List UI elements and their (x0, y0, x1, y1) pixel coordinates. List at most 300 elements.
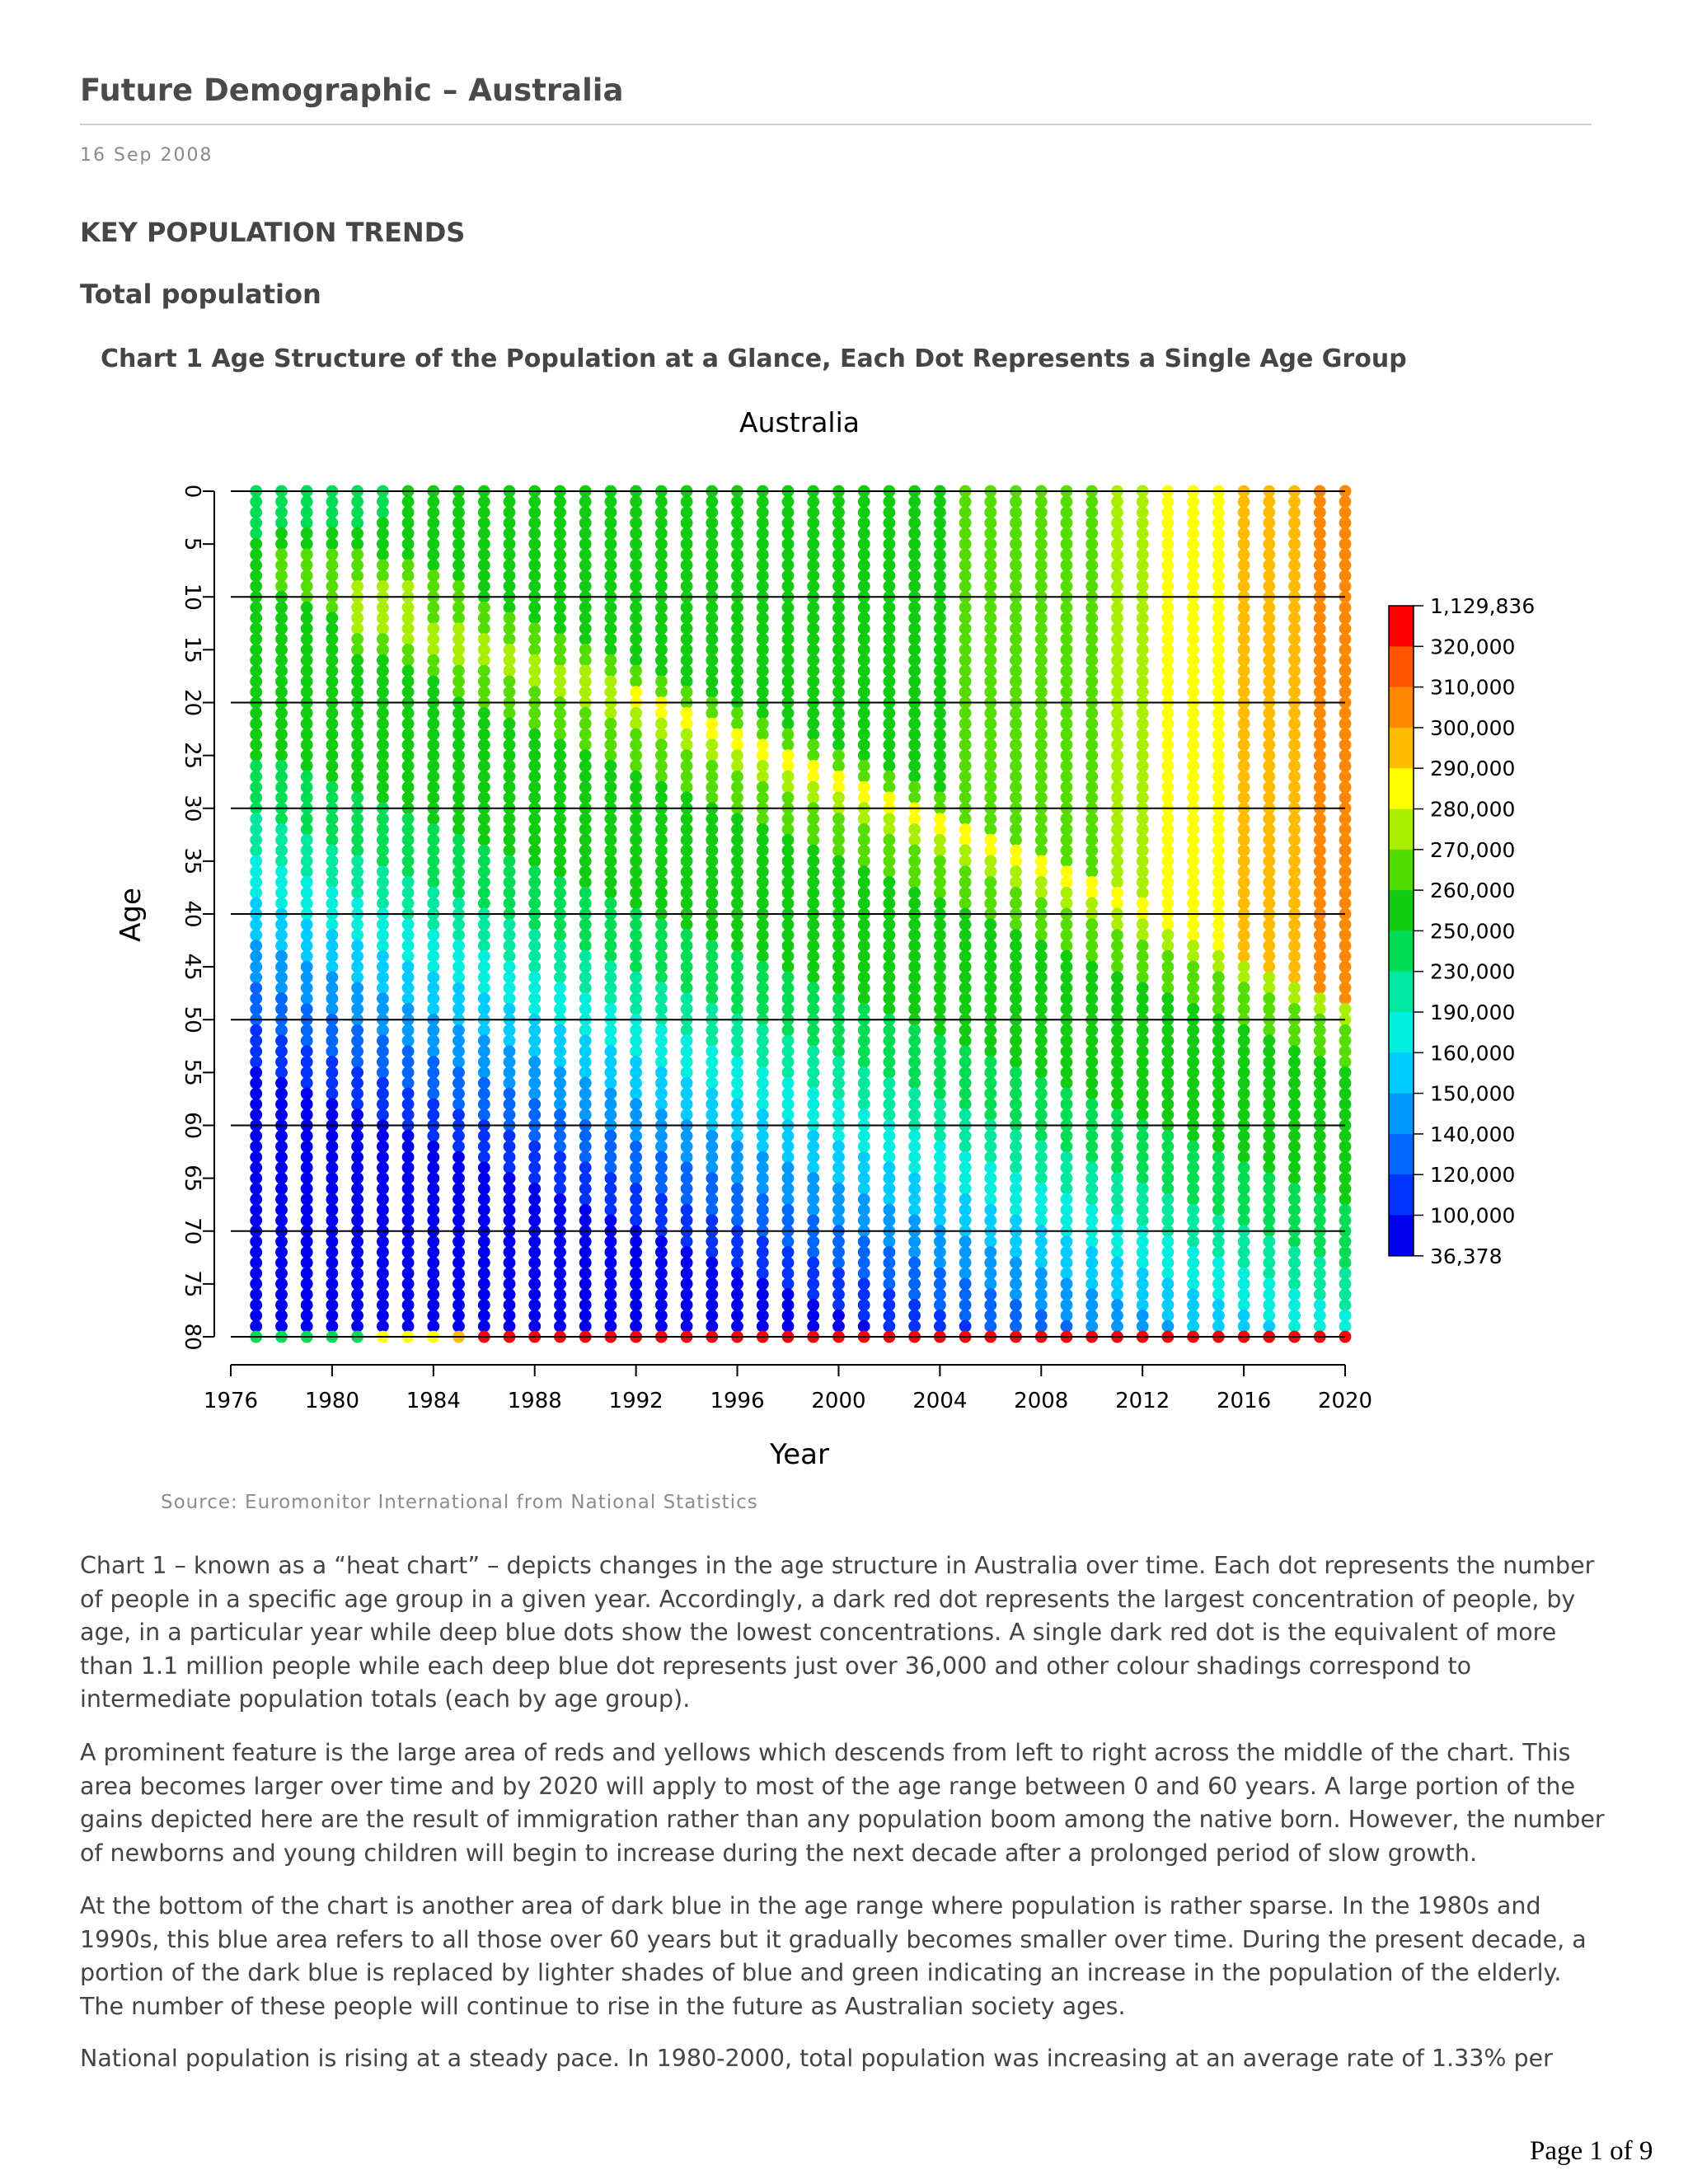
heat-dot (1288, 813, 1301, 825)
heat-dot (782, 1003, 795, 1015)
heat-dot (1085, 538, 1098, 551)
heat-dot (630, 1310, 642, 1322)
heat-dot (402, 1151, 415, 1164)
heat-dot (351, 760, 363, 772)
heat-dot (934, 517, 946, 529)
heat-dot (1238, 1215, 1250, 1227)
heat-dot (731, 622, 743, 635)
heat-dot (832, 1172, 845, 1184)
heat-dot (807, 1024, 819, 1037)
heat-dot (706, 718, 718, 730)
heat-dot (1212, 834, 1225, 846)
heat-dot (478, 707, 490, 719)
heat-dot (579, 823, 592, 836)
heat-dot (757, 1066, 769, 1079)
heat-dot (250, 1088, 262, 1100)
heat-dot (478, 771, 490, 783)
heat-dot (478, 1151, 490, 1164)
heat-dot (478, 1035, 490, 1047)
heat-dot (1314, 972, 1326, 984)
heat-dot (528, 686, 541, 698)
heat-dot (301, 950, 313, 963)
heat-dot (1288, 1099, 1301, 1111)
heat-dot (1288, 1045, 1301, 1057)
heat-dot (377, 707, 389, 719)
heat-dot (1085, 1035, 1098, 1047)
heat-dot (884, 1278, 896, 1291)
heat-dot (782, 644, 795, 656)
heat-dot (908, 940, 921, 952)
heat-dot (832, 865, 845, 878)
heat-dot (832, 792, 845, 804)
heat-dot (681, 1310, 693, 1322)
heat-dot (1085, 1288, 1098, 1301)
heat-dot (706, 992, 718, 1005)
heat-dot (427, 834, 439, 846)
heat-dot (377, 1056, 389, 1068)
heat-dot (579, 527, 592, 540)
heat-dot (579, 1193, 592, 1206)
heat-dot (1111, 602, 1123, 614)
heat-dot (1061, 1099, 1073, 1111)
heat-dot (250, 718, 262, 730)
heat-dot (1238, 495, 1250, 508)
heat-dot (630, 1299, 642, 1311)
heat-dot (301, 612, 313, 625)
heat-dot (681, 855, 693, 868)
heat-dot (250, 602, 262, 614)
heat-dot (681, 813, 693, 825)
heat-dot (351, 961, 363, 973)
heat-dot (1162, 538, 1175, 551)
heat-dot (1187, 771, 1199, 783)
heat-dot (782, 729, 795, 741)
heat-dot (1010, 771, 1022, 783)
heat-dot (377, 865, 389, 878)
heat-dot (959, 506, 972, 518)
heat-dot (478, 972, 490, 984)
heat-dot (858, 1099, 870, 1111)
heat-dot (731, 644, 743, 656)
heat-dot (1212, 982, 1225, 994)
heat-dot (301, 1088, 313, 1100)
heat-dot (1212, 602, 1225, 614)
heat-dot (528, 929, 541, 941)
heat-dot (275, 950, 288, 963)
heat-dot (934, 1278, 946, 1291)
heat-dot (934, 1268, 946, 1280)
heat-dot (1314, 495, 1326, 508)
heat-dot (1314, 1003, 1326, 1015)
heat-dot (731, 1310, 743, 1322)
heat-dot (528, 865, 541, 878)
heat-dot (1085, 1077, 1098, 1090)
heat-dot (1061, 738, 1073, 751)
heat-dot (1035, 1099, 1048, 1111)
heat-dot (504, 495, 516, 508)
heat-dot (1035, 517, 1048, 529)
heat-dot (807, 517, 819, 529)
heat-dot (1111, 1246, 1123, 1258)
heat-dot (427, 1099, 439, 1111)
heat-dot (427, 495, 439, 508)
heat-dot (452, 1056, 465, 1068)
heat-dot (351, 876, 363, 888)
heat-dot (427, 569, 439, 582)
heat-dot (326, 1215, 339, 1227)
heat-dot (478, 1077, 490, 1090)
heat-dot (884, 929, 896, 941)
heat-dot (858, 982, 870, 994)
heat-dot (1061, 718, 1073, 730)
heat-dot (757, 1088, 769, 1100)
heat-dot (984, 1310, 996, 1322)
heat-dot (1085, 940, 1098, 952)
heat-dot (1010, 559, 1022, 571)
heat-dot (427, 1108, 439, 1121)
legend-label: 300,000 (1430, 715, 1516, 740)
heat-dot (504, 1288, 516, 1301)
heat-dot (807, 549, 819, 561)
heat-dot (504, 781, 516, 794)
heat-dot (731, 738, 743, 751)
heat-dot (858, 898, 870, 910)
heat-dot (1263, 1204, 1275, 1216)
heat-dot (884, 644, 896, 656)
heat-dot (908, 506, 921, 518)
heat-dot (858, 654, 870, 667)
heat-dot (1187, 738, 1199, 751)
heat-dot (807, 686, 819, 698)
heat-dot (731, 929, 743, 941)
heat-dot (1162, 676, 1175, 688)
heat-dot (984, 602, 996, 614)
heat-dot (1187, 1193, 1199, 1206)
legend-swatch (1389, 1216, 1414, 1257)
heat-dot (605, 950, 617, 963)
heat-dot (908, 718, 921, 730)
heat-dot (554, 676, 566, 688)
y-tick-label: 40 (180, 900, 204, 928)
heat-dot (832, 1299, 845, 1311)
heat-dot (427, 781, 439, 794)
heat-dot (478, 633, 490, 645)
heat-dot (1085, 654, 1098, 667)
heat-dot (807, 1204, 819, 1216)
heat-dot (1314, 961, 1326, 973)
heat-dot (528, 665, 541, 677)
heat-dot (579, 549, 592, 561)
heat-dot (681, 940, 693, 952)
heat-dot (554, 569, 566, 582)
heat-dot (504, 845, 516, 857)
heat-dot (452, 1045, 465, 1057)
heat-dot (959, 1246, 972, 1258)
heat-dot (528, 1268, 541, 1280)
heat-dot (1339, 569, 1352, 582)
heat-dot (554, 1299, 566, 1311)
heat-dot (1162, 760, 1175, 772)
heat-dot (452, 1108, 465, 1121)
heat-dot (1212, 1278, 1225, 1291)
heat-dot (832, 813, 845, 825)
heat-dot (504, 718, 516, 730)
heat-dot (681, 1130, 693, 1142)
heat-dot (908, 1141, 921, 1153)
heat-dot (757, 1204, 769, 1216)
heat-dot (1061, 1077, 1073, 1090)
heat-dot (605, 855, 617, 868)
heat-dot (1137, 506, 1149, 518)
heat-dot (1339, 1288, 1352, 1301)
heat-dot (1085, 569, 1098, 582)
heat-dot (1263, 1235, 1275, 1248)
heat-dot (250, 729, 262, 741)
heat-dot (1314, 865, 1326, 878)
heat-dot (630, 950, 642, 963)
heat-dot (504, 898, 516, 910)
heat-dot (351, 982, 363, 994)
heat-dot (1010, 876, 1022, 888)
heat-dot (1314, 506, 1326, 518)
heat-dot (579, 992, 592, 1005)
heat-dot (630, 1056, 642, 1068)
heat-dot (1035, 929, 1048, 941)
heat-dot (1288, 876, 1301, 888)
heat-dot (934, 612, 946, 625)
heat-dot (1238, 538, 1250, 551)
heat-dot (908, 929, 921, 941)
heat-dot (1263, 738, 1275, 751)
heat-dot (1288, 972, 1301, 984)
heat-dot (1085, 1151, 1098, 1164)
heat-dot (934, 676, 946, 688)
heat-dot (630, 538, 642, 551)
heat-dot (984, 729, 996, 741)
heat-dot (1061, 982, 1073, 994)
heat-dot (1314, 633, 1326, 645)
heat-dot (1162, 940, 1175, 952)
heat-dot (1035, 1288, 1048, 1301)
heat-dot (1212, 495, 1225, 508)
heat-dot (478, 823, 490, 836)
heat-dot (1314, 729, 1326, 741)
heat-dot (554, 845, 566, 857)
heat-dot (681, 729, 693, 741)
heat-dot (351, 940, 363, 952)
heat-dot (1085, 950, 1098, 963)
heat-dot (934, 495, 946, 508)
heat-dot (1288, 1204, 1301, 1216)
heat-dot (528, 1310, 541, 1322)
heat-dot (351, 495, 363, 508)
heat-dot (1085, 972, 1098, 984)
heat-dot (554, 633, 566, 645)
heat-dot (326, 1066, 339, 1079)
heat-dot (351, 718, 363, 730)
heat-dot (832, 549, 845, 561)
heat-dot (934, 1035, 946, 1047)
heat-dot (1238, 887, 1250, 899)
heat-dot (959, 1310, 972, 1322)
heat-dot (1314, 622, 1326, 635)
heat-dot (934, 602, 946, 614)
heat-dot (427, 771, 439, 783)
heat-dot (275, 1310, 288, 1322)
heat-dot (1339, 1130, 1352, 1142)
heat-dot (1010, 602, 1022, 614)
heat-dot (452, 580, 465, 593)
heat-dot (1339, 813, 1352, 825)
heat-dot (630, 1257, 642, 1269)
heat-dot (326, 845, 339, 857)
heat-dot (275, 823, 288, 836)
heat-dot (1288, 1246, 1301, 1258)
heat-dot (1162, 506, 1175, 518)
heat-dot (706, 1299, 718, 1311)
heat-dot (402, 517, 415, 529)
heat-dot (884, 1183, 896, 1195)
page-title: Future Demographic – Australia (80, 73, 624, 108)
heat-dot (478, 992, 490, 1005)
heat-dot (681, 1108, 693, 1121)
heat-dot (731, 961, 743, 973)
heat-dot (504, 1268, 516, 1280)
heat-dot (452, 950, 465, 963)
heat-dot (326, 1151, 339, 1164)
heat-dot (504, 633, 516, 645)
heat-dot (1339, 1141, 1352, 1153)
heat-dot (757, 1172, 769, 1184)
heat-dot (1339, 1183, 1352, 1195)
heat-dot (959, 580, 972, 593)
heat-dot (301, 781, 313, 794)
heat-dot (504, 707, 516, 719)
heat-dot (908, 918, 921, 930)
heat-dot (452, 1141, 465, 1153)
heat-dot (1288, 865, 1301, 878)
heat-dot (1035, 729, 1048, 741)
heat-dot (1010, 845, 1022, 857)
heat-dot (655, 1172, 668, 1184)
heat-dot (275, 738, 288, 751)
heat-dot (630, 1246, 642, 1258)
heat-dot (908, 707, 921, 719)
y-tick-label: 20 (180, 688, 204, 717)
heat-dot (1288, 729, 1301, 741)
heat-dot (275, 940, 288, 952)
heat-dot (807, 1172, 819, 1184)
heat-dot (630, 517, 642, 529)
heat-dot (757, 1215, 769, 1227)
heat-dot (782, 654, 795, 667)
heat-dot (1085, 1066, 1098, 1079)
heat-dot (731, 898, 743, 910)
heat-dot (1314, 612, 1326, 625)
heat-dot (858, 918, 870, 930)
heat-dot (1162, 918, 1175, 930)
heat-dot (478, 1320, 490, 1333)
heat-dot (908, 845, 921, 857)
heat-dot (1263, 1193, 1275, 1206)
heat-dot (478, 602, 490, 614)
heat-dot (630, 1183, 642, 1195)
heat-dot (1162, 865, 1175, 878)
heat-dot (554, 622, 566, 635)
heat-dot (1137, 950, 1149, 963)
heat-dot (1137, 517, 1149, 529)
heat-dot (681, 718, 693, 730)
heat-dot (681, 1161, 693, 1174)
heat-dot (706, 517, 718, 529)
heat-dot (1085, 865, 1098, 878)
heat-dot (984, 1024, 996, 1037)
heat-dot (301, 1130, 313, 1142)
heat-dot (1010, 760, 1022, 772)
heat-dot (427, 1066, 439, 1079)
heat-dot (630, 845, 642, 857)
heat-dot (554, 1310, 566, 1322)
heat-dot (554, 1056, 566, 1068)
heat-dot (504, 1035, 516, 1047)
heat-dot (452, 845, 465, 857)
heat-dot (706, 559, 718, 571)
heat-dot (959, 633, 972, 645)
heat-dot (959, 1320, 972, 1333)
heat-dot (1187, 1299, 1199, 1311)
heat-dot (782, 538, 795, 551)
heat-dot (681, 569, 693, 582)
heat-dot (452, 1310, 465, 1322)
heat-dot (706, 1193, 718, 1206)
heat-dot (351, 898, 363, 910)
heat-dot (731, 686, 743, 698)
heat-dot (605, 1204, 617, 1216)
heat-dot (1035, 612, 1048, 625)
heat-dot (681, 918, 693, 930)
heat-dot (1212, 1141, 1225, 1153)
heat-dot (757, 992, 769, 1005)
heat-dot (1187, 1288, 1199, 1301)
heat-dot (402, 665, 415, 677)
heat-dot (959, 887, 972, 899)
heat-dot (1137, 707, 1149, 719)
heat-dot (377, 676, 389, 688)
heat-dot (984, 992, 996, 1005)
heat-dot (1339, 1003, 1352, 1015)
heat-dot (1061, 972, 1073, 984)
heat-dot (528, 1024, 541, 1037)
heat-dot (1035, 749, 1048, 762)
heat-dot (757, 771, 769, 783)
heat-dot (1238, 1193, 1250, 1206)
heat-dot (757, 569, 769, 582)
heat-dot (884, 1161, 896, 1174)
heat-dot (959, 676, 972, 688)
heat-dot (706, 1161, 718, 1174)
heat-dot (706, 845, 718, 857)
heat-dot (478, 1099, 490, 1111)
heat-dot (984, 813, 996, 825)
heat-dot (1137, 1288, 1149, 1301)
heat-dot (655, 495, 668, 508)
heat-dot (984, 654, 996, 667)
heat-dot (1111, 1215, 1123, 1227)
heat-dot (605, 845, 617, 857)
heat-dot (1111, 612, 1123, 625)
heat-dot (1010, 1045, 1022, 1057)
heat-dot (579, 686, 592, 698)
